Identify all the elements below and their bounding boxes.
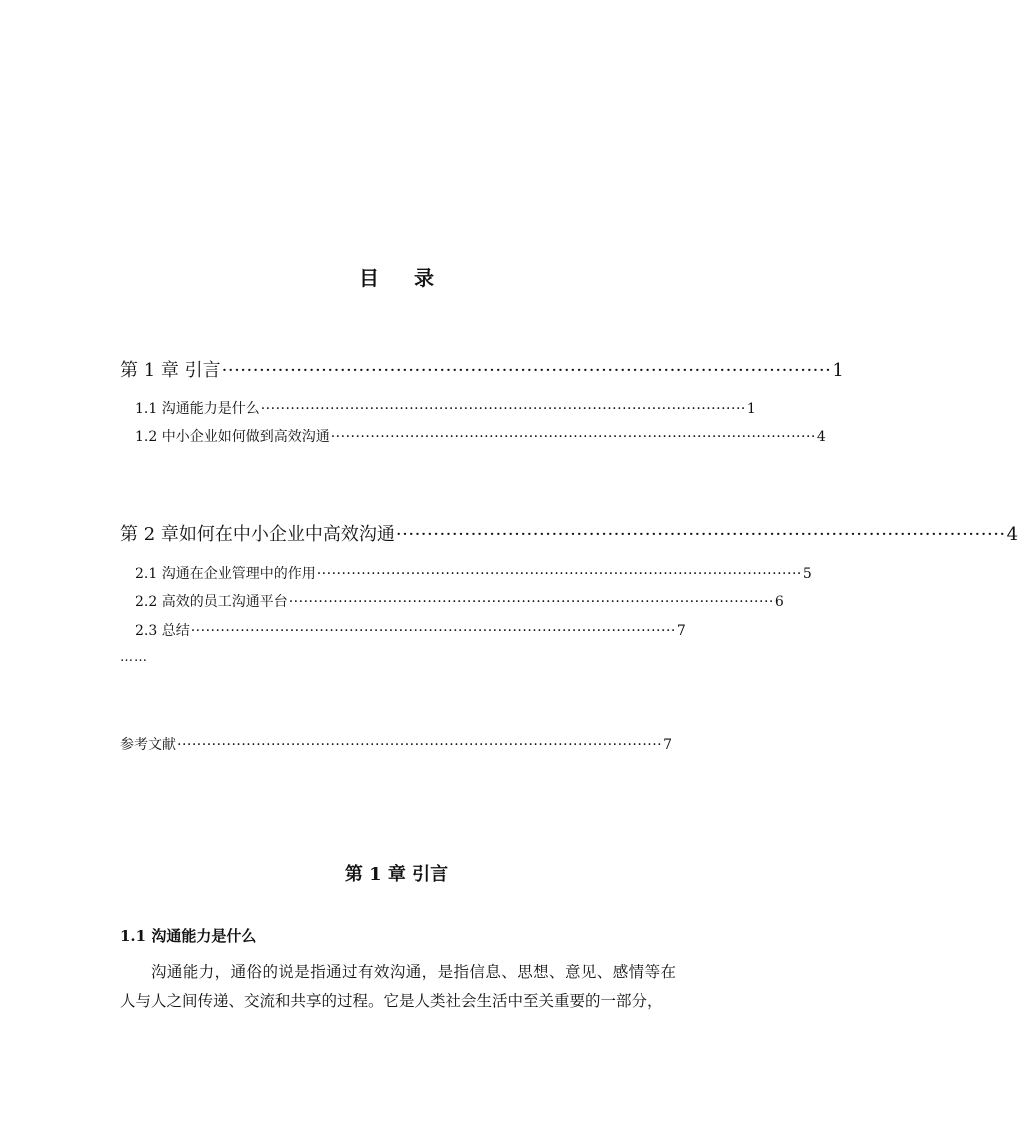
toc-dot-leader: ·································································································· — [221, 360, 832, 381]
toc-entry-2-1[interactable] — [135, 563, 812, 583]
toc-entry-chapter-2[interactable] — [120, 520, 1018, 546]
toc-ellipsis: …… — [120, 650, 148, 665]
toc-dot-leader: ·································································································· — [395, 524, 1006, 545]
toc-entry-1-1[interactable] — [135, 398, 756, 418]
toc-dot-leader: ·································································································· — [316, 566, 802, 582]
toc-entry-label: 2.2 高效的员工沟通平台 — [135, 594, 288, 610]
toc-entry-references[interactable] — [120, 734, 673, 754]
toc-entry-label: 1.2 中小企业如何做到高效沟通 — [135, 429, 330, 445]
toc-entry-label: 2.1 沟通在企业管理中的作用 — [135, 566, 316, 582]
toc-entry-label: 参考文献 — [120, 737, 176, 753]
toc-dot-leader: ·································································································· — [288, 594, 774, 610]
toc-entry-label: 第 2 章如何在中小企业中高效沟通 — [120, 524, 395, 545]
toc-page-number: 7 — [663, 737, 673, 753]
toc-title: 目 录 — [359, 266, 448, 290]
toc-dot-leader: ·································································································· — [190, 623, 676, 639]
toc-page-number: 7 — [676, 623, 686, 639]
toc-page-number: 1 — [832, 360, 844, 381]
body-paragraph: 沟通能力，通俗的说是指通过有效沟通，是指信息、思想、意见、感情等在人与人之间传递、交流和共享的过程。它是人类社会生活中至关重要的一部分， — [120, 963, 676, 1010]
chapter-heading: 第 1 章 引言 — [344, 864, 449, 885]
toc-page-number: 4 — [816, 429, 826, 445]
toc-entry-2-3[interactable] — [135, 620, 686, 640]
toc-entry-label: 第 1 章 引言 — [120, 360, 221, 381]
toc-dot-leader: ·································································································· — [260, 401, 746, 417]
section-heading: 1.1 沟通能力是什么 — [120, 927, 257, 945]
toc-entry-label: 1.1 沟通能力是什么 — [135, 401, 260, 417]
toc-entry-label: 2.3 总结 — [135, 623, 190, 639]
toc-entry-1-2[interactable] — [135, 426, 826, 446]
toc-entry-2-2[interactable] — [135, 591, 784, 611]
toc-page-number: 6 — [774, 594, 784, 610]
toc-dot-leader: ·································································································· — [177, 737, 663, 753]
toc-dot-leader: ·································································································· — [330, 429, 816, 445]
toc-page-number: 4 — [1006, 524, 1018, 545]
toc-page-number: 1 — [746, 401, 756, 417]
toc-page-number: 5 — [802, 566, 812, 582]
toc-entry-chapter-1[interactable] — [120, 356, 844, 382]
